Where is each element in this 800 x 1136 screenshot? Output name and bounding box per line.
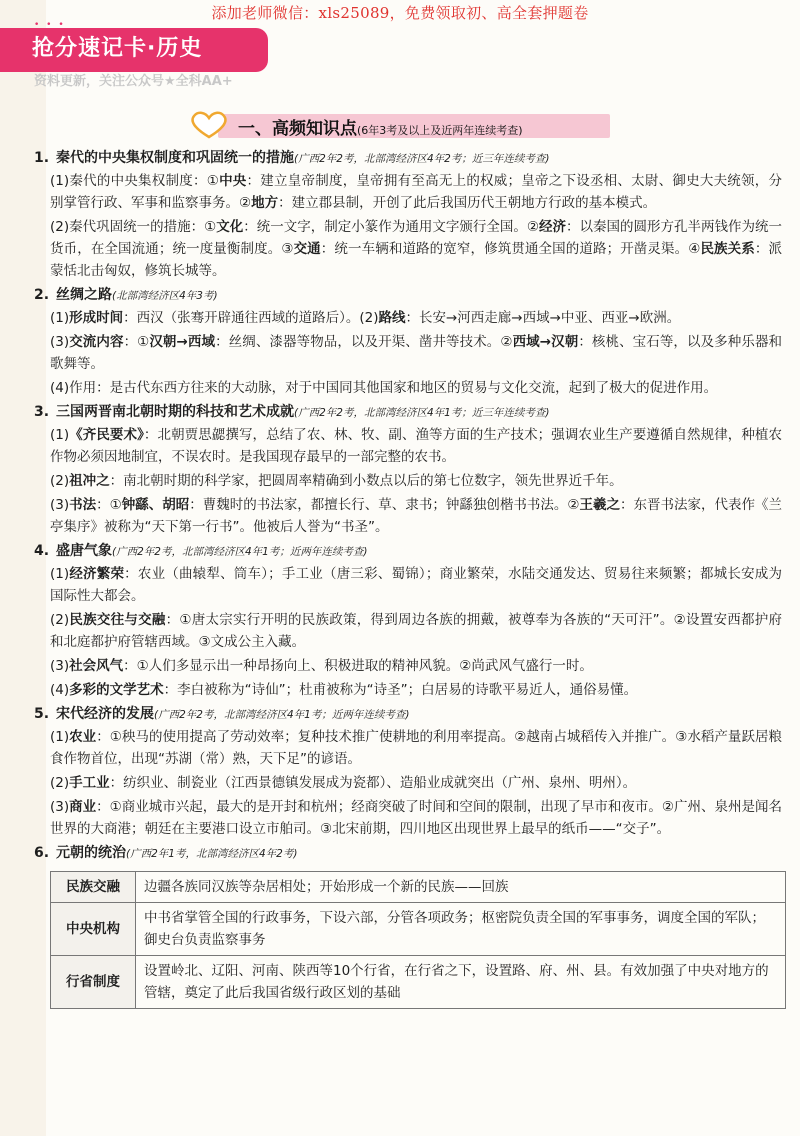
topic-paragraph [50,216,782,282]
body-text: ：统一车辆和道路的宽窄，修筑贯通全国的道路；开凿灵渠。④ [320,241,701,257]
topic-title: 丝绸之路 [56,287,112,303]
table-row-content: 中书省掌管全国的行政事务，下设六部，分管各项政务；枢密院负责全国的军事事务，调度全国的军队；御史台负责监察事务 [136,903,786,956]
body-text: (1) [50,427,70,443]
keyword-text: 经济繁荣 [69,566,125,582]
table-row [51,903,786,956]
keyword-text: 经济 [538,219,566,235]
topic-heading [34,401,782,424]
topic-heading [34,540,782,563]
topic-paragraph [50,655,782,677]
topic-title: 三国两晋南北朝时期的科技和艺术成就 [56,404,294,420]
body-text: ：建立郡县制，开创了此后我国历代王朝地方行政的基本模式。 [278,195,657,211]
topic-number: 5. [34,706,50,722]
keyword-text: 祖冲之 [69,473,110,489]
topic-number: 6. [34,845,50,861]
table-row-content: 设置岭北、辽阳、河南、陕西等10个行省，在行省之下，设置路、府、州、县。有效加强了中央对地方的管辖，奠定了此后我国省级行政区划的基础 [136,956,786,1009]
heart-icon [188,110,230,140]
topic-note: (北部湾经济区4年3考) [112,290,218,302]
body-text: ：①人们多显示出一种昂扬向上、积极进取的精神风貌。②尚武风气盛行一时。 [123,658,593,674]
keyword-text: 社会风气 [69,658,124,674]
keyword-text: 地方 [251,195,279,211]
body-text: ：李白被称为“诗仙”；杜甫被称为“诗圣”；白居易的诗歌平易近人，通俗易懂。 [163,682,638,698]
keyword-text: 交流内容 [69,334,124,350]
body-text: (2) [50,612,70,628]
body-text: (2) [50,775,70,791]
topic-paragraph [50,563,782,607]
body-text: ：① [96,497,122,513]
watermark-top: 添加老师微信：xls25089，免费领取初、高全套押题卷 [211,4,589,22]
keyword-text: 路线 [378,310,406,326]
topic-note: (广西2年2考，北部湾经济区4年1考；近三年连续考查) [294,407,550,419]
body-text: ：长安→河西走廊→西域→中亚、西亚→欧洲。 [405,310,681,326]
topic-heading [34,703,782,726]
keyword-text: 文化 [216,219,244,235]
keyword-text: 农业 [69,729,97,745]
topic-paragraph [50,726,782,770]
body-text: ：建立皇帝制度，皇帝拥有至高无上的权威；皇帝之下设丞相、太尉、御史大夫统领，分别掌管行政、军事和监察事务。② [50,173,783,211]
section-title-text: 一、高频知识点 [238,119,357,139]
table-row-content: 边疆各族同汉族等杂居相处；开始形成一个新的民族——回族 [136,872,786,903]
body-text: ：①秧马的使用提高了劳动效率；复种技术推广使耕地的利用率提高。②越南占城稻传入并推广。③水稻产量跃居粮食作物首位，出现“苏湖（常）熟，天下足”的谚语。 [50,729,782,767]
body-text: ：曹魏时的书法家，都擅长行、草、隶书；钟繇独创楷书书法。② [189,497,580,513]
sub-watermark: 资料更新，关注公众号★全科AA+ [34,74,233,89]
topic-number: 3. [34,404,50,420]
body-text: ：农业（曲辕犁、筒车）；手工业（唐三彩、蜀锦）；商业繁荣，水陆交通发达、贸易往来频繁；都城长安成为国际性大都会。 [50,566,783,604]
keyword-text: 钟繇、胡昭 [121,497,190,513]
keyword-text: 中央 [219,173,247,189]
topic-paragraph [50,424,782,468]
topic-note: (广西2年1考，北部湾经济区4年2考) [126,848,298,860]
keyword-text: 民族关系 [700,241,755,257]
topic-title: 秦代的中央集权制度和巩固统一的措施 [56,150,294,166]
body-text: ：纺织业、制瓷业（江西景德镇发展成为瓷都）、造船业成就突出（广州、泉州、明州）。 [109,775,637,791]
topic-note: (广西2年2考，北部湾经济区4年1考；近两年连续考查) [154,709,410,721]
body-text: ：北朝贾思勰撰写，总结了农、林、牧、副、渔等方面的生产技术；强调农业生产要遵循自然规律，种植农作物必须因地制宜，不误农时。是我国现存最早的一部完整的农书。 [50,427,783,465]
topic-heading [34,284,782,307]
keyword-text: 多彩的文学艺术 [69,682,164,698]
table-row [51,956,786,1009]
topic-paragraph [50,494,782,538]
topic-note: (广西2年2考，北部湾经济区4年1考；近两年连续考查) [112,546,368,558]
body-text: (1)秦代的中央集权制度：① [50,173,220,189]
section-header [188,110,612,140]
topic-title: 宋代经济的发展 [56,706,154,722]
topic-paragraph [50,331,782,375]
body-text: (1) [50,566,70,582]
body-text: (3) [50,658,70,674]
body-text: (4)作用：是古代东西方往来的大动脉，对于中国同其他国家和地区的贸易与文化交流，起到了极大的促进作用。 [50,380,718,396]
topic-title: 盛唐气象 [56,543,112,559]
topic-paragraph [50,307,782,329]
body-text: (2)秦代巩固统一的措施：① [50,219,217,235]
keyword-text: 书法 [69,497,97,513]
keyword-text: 西域→汉朝 [512,334,579,350]
topic-number: 4. [34,543,50,559]
body-text: (3) [50,334,70,350]
table-row [51,872,786,903]
body-text: ：①唐太宗实行开明的民族政策，得到周边各族的拥戴，被尊奉为各族的“天可汗”。②设置安西都护府和北庭都护府管辖西域。③文成公主入藏。 [50,612,783,650]
page-title: 抢分速记卡·历史 [32,36,203,61]
topic-paragraph [50,609,782,653]
keyword-text: 《齐民要术》 [69,427,144,443]
keyword-text: 形成时间 [69,310,124,326]
keyword-text: 手工业 [69,775,110,791]
keyword-text: 商业 [69,799,97,815]
topic-title: 元朝的统治 [56,845,126,861]
body-text: ：①商业城市兴起，最大的是开封和杭州；经商突破了时间和空间的限制，出现了早市和夜市。②广州、泉州是闻名世界的大商港；朝廷在主要港口设立市舶司。③北宋前期，四川地区出现世界上最早的纸币——“交子”。 [50,799,782,837]
topic-paragraph [50,796,782,840]
body-text: ：西汉（张骞开辟通往西域的道路后）。(2) [123,310,379,326]
banner-dots: • • • [34,20,66,30]
keyword-text: 王羲之 [579,497,620,513]
topic-number: 2. [34,287,50,303]
table-row-header: 中央机构 [51,903,136,956]
topic-number: 1. [34,150,50,166]
topic-note: (广西2年2考，北部湾经济区4年2考；近三年连续考查) [294,153,550,165]
body-text: ：丝绸、漆器等物品，以及开渠、凿井等技术。② [215,334,513,350]
topic-paragraph [50,772,782,794]
body-text: (3) [50,497,70,513]
body-text: ：核桃、宝石等，以及多种乐器和歌舞等。 [50,334,783,372]
topic-paragraph [50,470,782,492]
yuan-rule-table [50,871,786,1009]
topic-heading [34,842,782,865]
topic-heading [34,147,782,170]
body-text: ：以秦国的圆形方孔半两钱作为统一货币，在全国流通；统一度量衡制度。③ [50,219,783,257]
keyword-text: 民族交往与交融 [69,612,166,628]
body-text: ：统一文字，制定小篆作为通用文字颁行全国。② [243,219,539,235]
body-text: ：东晋书法家，代表作《兰亭集序》被称为“天下第一行书”。他被后人誉为“书圣”。 [50,497,783,535]
body-text: ：① [123,334,150,350]
body-text: (2) [50,473,70,489]
section-title [238,114,523,139]
topic-paragraph [50,170,782,214]
body-text: (1) [50,729,70,745]
body-text: ：派蒙恬北击匈奴，修筑长城等。 [50,241,783,279]
section-note: (6年3考及以上及近两年连续考查) [357,124,523,137]
table-row-header: 民族交融 [51,872,136,903]
body-text: (4) [50,682,70,698]
keyword-text: 交通 [293,241,321,257]
keyword-text: 汉朝→西域 [149,334,216,350]
body-text: (3) [50,799,70,815]
knowledge-content [34,147,782,1009]
body-text: (1) [50,310,70,326]
table-row-header: 行省制度 [51,956,136,1009]
topic-paragraph [50,679,782,701]
body-text: ：南北朝时期的科学家，把圆周率精确到小数点以后的第七位数字，领先世界近千年。 [109,473,623,489]
topic-paragraph [50,377,782,399]
